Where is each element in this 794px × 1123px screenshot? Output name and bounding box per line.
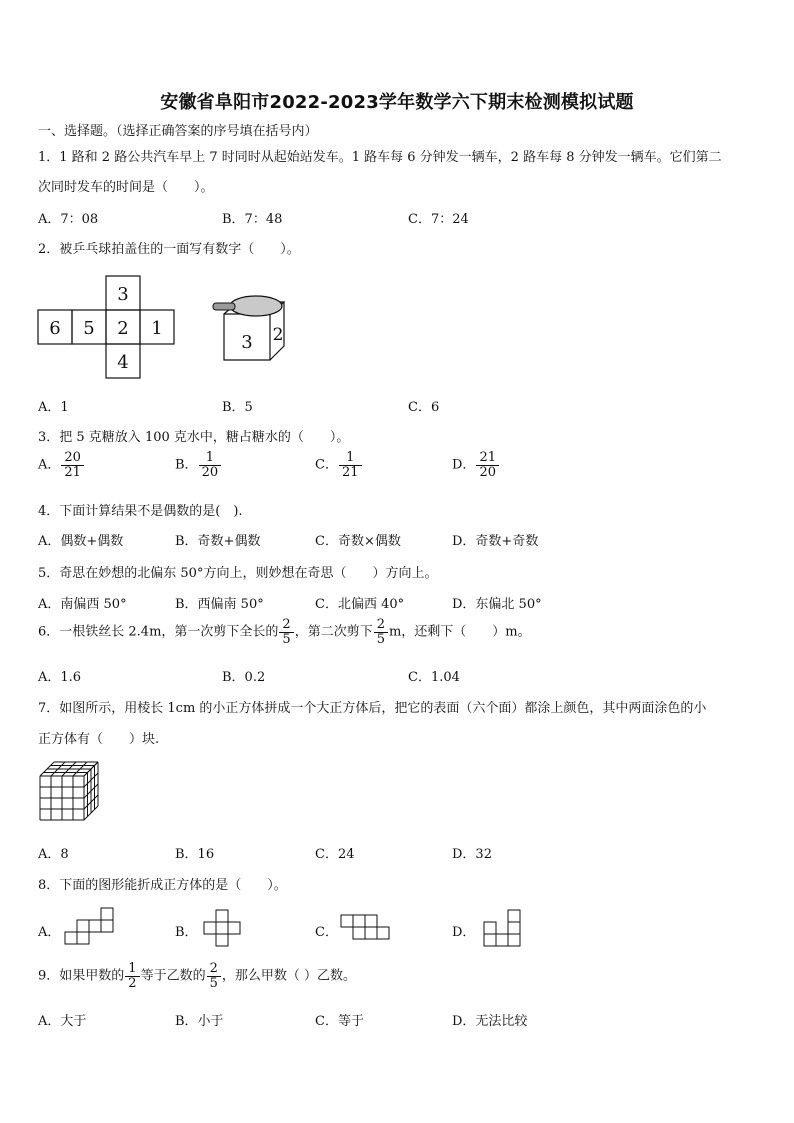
q4-option-b: B．奇数+偶数 [175,534,261,549]
section-heading: 一、选择题。（选择正确答案的序号填在括号内） [38,124,318,139]
question-5: 5．奇思在妙想的北偏东 50°方向上，则妙想在奇思（ ）方向上。 [38,566,438,581]
net-square [77,920,89,932]
q5-option-c: C．北偏西 40° [315,597,405,612]
cube-net-figure [36,274,176,378]
q7-option-b: B．16 [175,847,215,862]
q5-option-a: A．南偏西 50° [38,597,127,612]
big-cube-figure [40,762,104,826]
q8-option-c-label: C． [315,925,338,940]
q9-option-d: D．无法比较 [452,1014,528,1029]
cube-side-number: 2 [272,325,284,345]
q3-option-b: B． $\frac{1}{20}$ [175,451,222,479]
net-square [377,927,389,939]
q7-option-c: C．24 [315,847,355,862]
q7-option-d: D．32 [452,847,492,862]
net-number: 1 [151,318,163,339]
net-square [353,915,365,927]
question-6: 6．一根铁丝长 2.4m，第一次剪下全长的 $\frac{2}{5}$ ，第二次剪下 $\frac{2}{5}$ m，还剩下（ ）m。 [38,617,531,647]
q8-option-b-net [203,909,243,949]
question-7-line-1: 7．如图所示，用棱长 1cm 的小正方体拼成一个大正方体后，把它的表面（六个面）都涂上颜色，其中两面涂色的小 [38,701,707,716]
net-square [216,934,228,946]
net-square [484,934,496,946]
q4-option-a: A．偶数+偶数 [38,534,124,549]
net-square [508,934,520,946]
q3-option-a: A． $\frac{20}{21}$ [38,451,85,479]
question-4: 4．下面计算结果不是偶数的是( ). [38,504,243,519]
net-number: 5 [83,318,95,339]
question-2: 2．被乒乓球拍盖住的一面写有数字（ ）。 [38,242,300,257]
net-square [101,908,113,920]
net-number: 6 [49,318,61,339]
q8-option-d-net [483,909,523,949]
net-number: 2 [117,318,129,339]
question-7-line-2: 正方体有（ ）块. [38,732,160,747]
q3-option-c: C． $\frac{1}{21}$ [315,451,363,479]
paddle-icon [230,296,282,316]
q1-option-a: A．7：08 [38,212,99,227]
net-square [65,932,77,944]
net-square [365,927,377,939]
q2-option-a: A．1 [38,400,69,415]
q8-option-c-net [340,914,392,942]
paddle-handle-icon [213,303,235,310]
cube-with-paddle-figure [210,292,290,364]
net-square [216,910,228,922]
page-title: 安徽省阜阳市2022-2023学年数学六下期末检测模拟试题 [160,92,634,113]
question-8: 8．下面的图形能折成正方体的是（ ）。 [38,878,287,893]
q9-option-b: B．小于 [175,1014,224,1029]
q6-option-a: A．1.6 [38,670,82,685]
q8-option-a-label: A． [38,925,61,940]
q2-option-b: B．5 [222,400,253,415]
net-square [341,915,353,927]
q8-option-b-label: B． [175,925,198,940]
q4-option-d: D．奇数+奇数 [452,534,539,549]
net-square [89,920,101,932]
cube-front-number: 3 [241,332,253,353]
net-square [508,910,520,922]
net-square [484,922,496,934]
net-number: 4 [117,352,129,373]
q5-option-b: B．西偏南 50° [175,597,264,612]
q4-option-c: C．奇数×偶数 [315,534,401,549]
q6-option-c: C．1.04 [408,670,460,685]
question-1-line-2: 次同时发车的时间是（ ）。 [38,180,214,195]
q5-option-d: D．东偏北 50° [452,597,542,612]
net-square [77,932,89,944]
q8-option-d-label: D． [452,925,476,940]
net-square [496,934,508,946]
net-square [228,922,240,934]
net-square [204,922,216,934]
q2-option-c: C．6 [408,400,440,415]
net-square [216,922,228,934]
q1-option-c: C．7：24 [408,212,469,227]
q7-option-a: A．8 [38,847,69,862]
q1-option-b: B．7：48 [222,212,283,227]
q8-option-a-net [64,907,116,947]
net-square [353,927,365,939]
question-3: 3．把 5 克糖放入 100 克水中，糖占糖水的（ ）。 [38,430,350,445]
net-square [508,922,520,934]
q6-option-b: B．0.2 [222,670,266,685]
q9-option-c: C．等于 [315,1014,364,1029]
net-square [365,915,377,927]
q3-option-d: D． $\frac{21}{20}$ [452,451,500,479]
net-square [101,920,113,932]
question-9: 9．如果甲数的 $\frac{1}{2}$ 等于乙数的 $\frac{2}{5}$ ，那么甲数（ ）乙数。 [38,961,356,991]
q9-option-a: A．大于 [38,1014,87,1029]
question-1-line-1: 1．1 路和 2 路公共汽车早上 7 时同时从起始站发车。1 路车每 6 分钟发一辆车，2 路车每 8 分钟发一辆车。它们第二 [38,150,722,165]
net-number: 3 [117,284,129,305]
